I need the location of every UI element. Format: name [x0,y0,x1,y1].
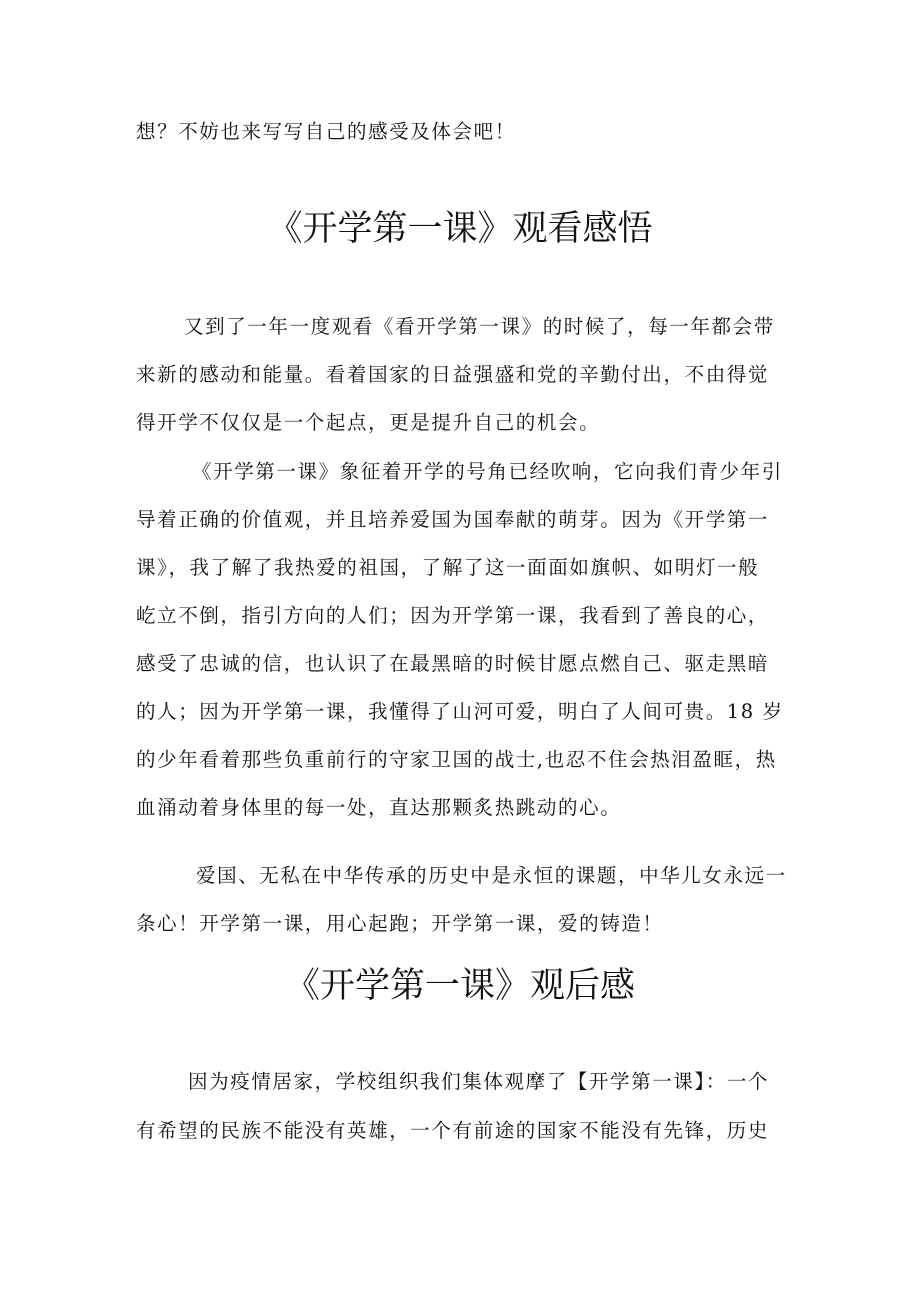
essay2-title: 《开学第一课》观后感 [284,966,635,1006]
essay1-title: 《开学第一课》观看感悟 [267,209,653,249]
text-line: 血涌动着身体里的每一处，直达那颗炙热跳动的心。 [136,796,622,819]
text-line: 得开学不仅仅是一个起点，更是提升自己的机会。 [136,411,601,434]
text-line: 条心！开学第一课，用心起跑；开学第一课，爱的铸造！ [136,912,664,935]
text-line: 感受了忠诚的信，也认识了在最黑暗的时候甘愿点燃自己、驱走黑暗 [136,652,770,675]
text-line: 有希望的民族不能没有英雄，一个有前途的国家不能没有先锋，历史 [136,1119,770,1142]
text-line: 课》，我了解了我热爱的祖国，了解了这一面面如旗帜、如明灯一般 [136,556,760,579]
text-line: 的少年看着那些负重前行的守家卫国的战士,也忍不住会热泪盈眶，热 [136,748,777,771]
intro-line: 想？不妨也来写写自己的感受及体会吧！ [136,120,516,143]
text-line: 又到了一年一度观看《看开学第一课》的时候了，每一年都会带 [184,315,775,338]
text-line: 《开学第一课》象征着开学的号角已经吹响，它向我们青少年引 [192,460,783,483]
text-line: 屹立不倒，指引方向的人们；因为开学第一课，我看到了善良的心， [136,604,770,627]
text-line: 因为疫情居家，学校组织我们集体观摩了【开学第一课】：一个 [188,1070,770,1093]
text-line: 来新的感动和能量。看着国家的日益强盛和党的辛勤付出，不由得觉 [136,363,770,386]
text-line: 导着正确的价值观，并且培养爱国为国奉献的萌芽。因为《开学第一 [136,508,770,531]
text-line: 爱国、无私在中华传承的历史中是永恒的课题，中华儿女永远一 [196,864,787,887]
text-line: 的人；因为开学第一课，我懂得了山河可爱，明白了人间可贵。18 岁 [136,700,784,723]
